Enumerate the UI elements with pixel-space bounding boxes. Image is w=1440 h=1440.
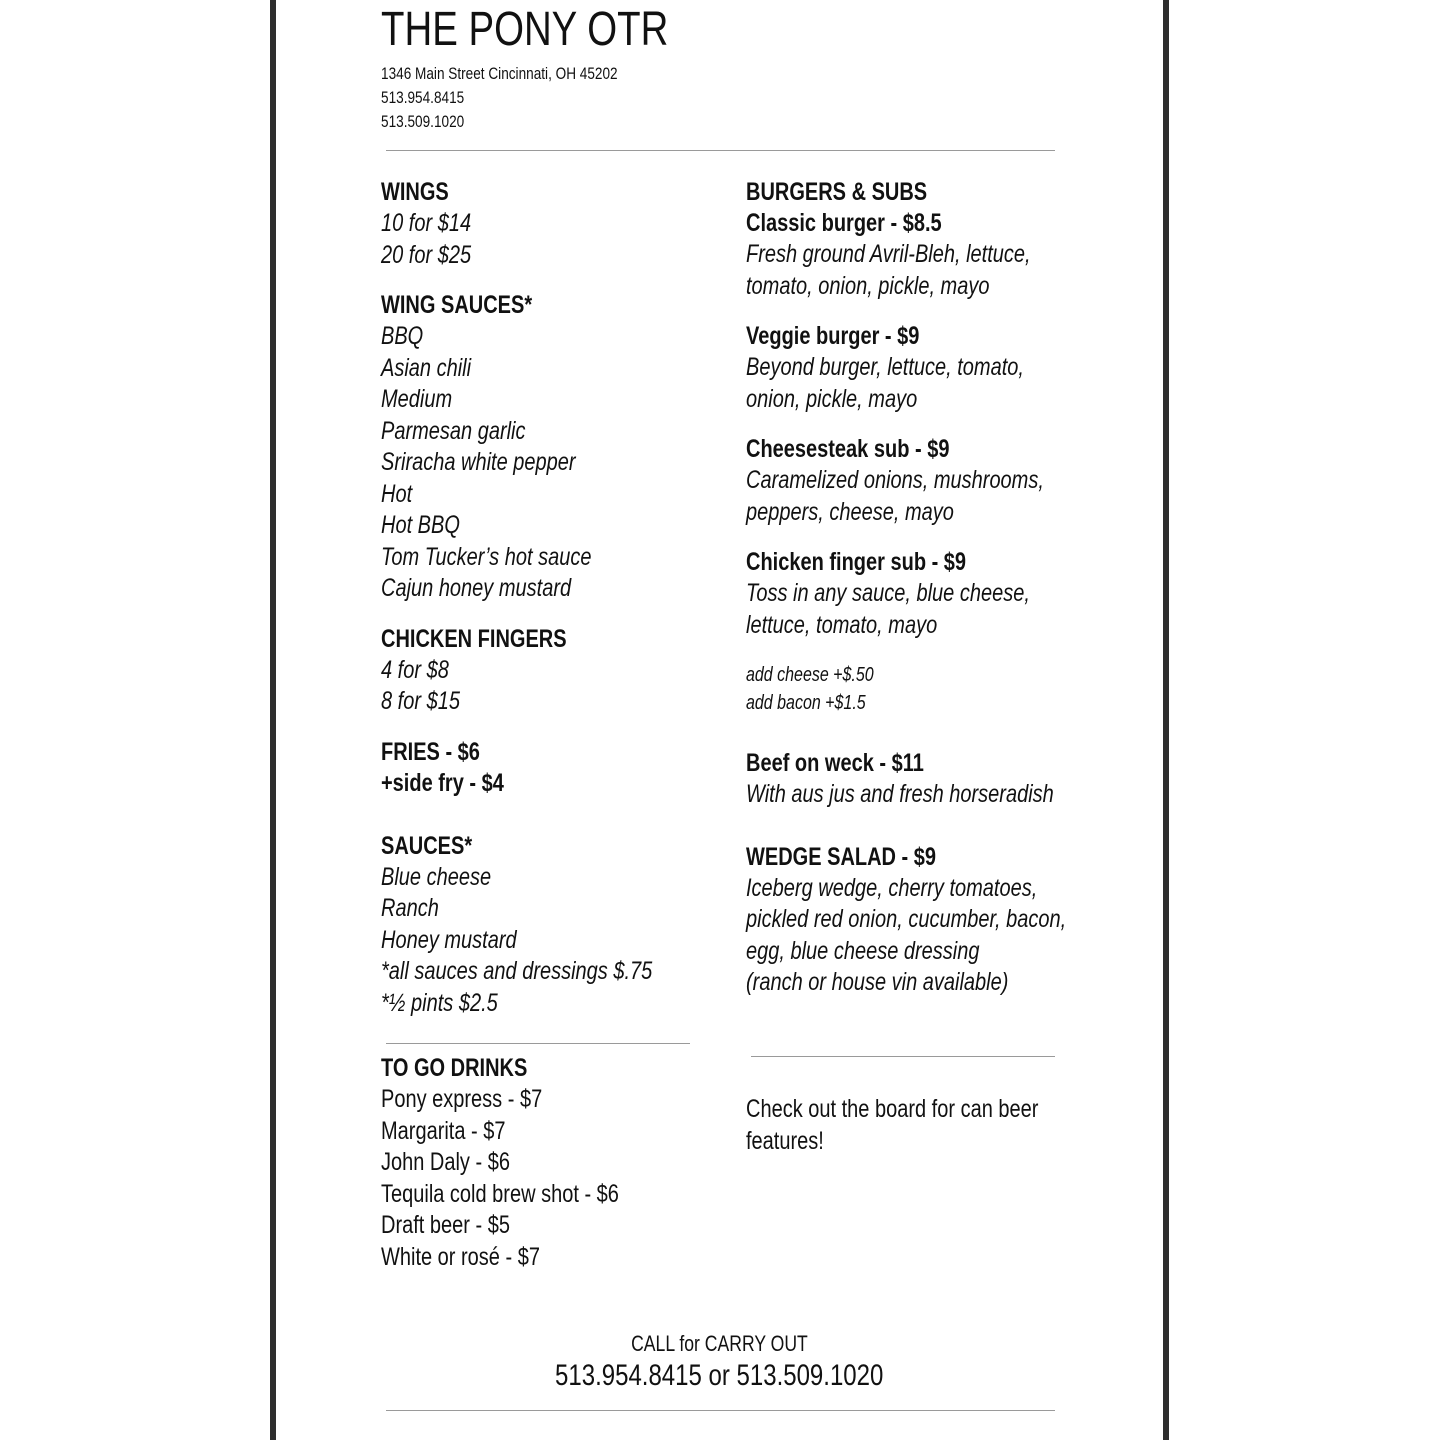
- board-note-line: features!: [746, 1126, 824, 1155]
- item-description: Beyond burger, lettuce, tomato,: [746, 353, 1024, 381]
- wing-sauce-item: Hot BBQ: [381, 511, 460, 539]
- drink-item: Pony express - $7: [381, 1085, 543, 1113]
- wing-sauce-item: Asian chili: [381, 353, 472, 382]
- wing-sauce-item: Cajun honey mustard: [381, 574, 572, 602]
- item-name: Beef on weck - $11: [746, 749, 924, 777]
- drink-item: Margarita - $7: [381, 1116, 506, 1145]
- wings-option: 10 for $14: [381, 209, 472, 237]
- board-note: [746, 1094, 1106, 1157]
- wing-sauce-item: Medium: [381, 385, 453, 413]
- sauce-item: Blue cheese: [381, 862, 492, 891]
- board-note-line: Check out the board for can beer: [746, 1095, 1039, 1123]
- chicken-fingers-heading: CHICKEN FINGERS: [381, 624, 567, 653]
- classic-burger-item: [746, 208, 1106, 302]
- chicken-finger-sub-item: [746, 547, 1106, 641]
- item-description: Iceberg wedge, cherry tomatoes,: [746, 873, 1038, 902]
- sauces-heading: SAUCES*: [381, 831, 473, 860]
- burgers-subs-heading: BURGERS & SUBS: [746, 178, 928, 206]
- drink-item: White or rosé - $7: [381, 1242, 540, 1271]
- drinks-divider: [386, 1043, 690, 1044]
- restaurant-phone-1: 513.954.8415: [381, 88, 465, 107]
- item-name: Chicken finger sub - $9: [746, 548, 967, 576]
- wings-option: 20 for $25: [381, 240, 472, 269]
- wing-sauces-heading: WING SAUCES*: [381, 291, 533, 319]
- restaurant-address: 1346 Main Street Cincinnati, OH 45202: [381, 64, 618, 83]
- wing-sauce-item: BBQ: [381, 322, 424, 350]
- to-go-drinks-heading: TO GO DRINKS: [381, 1054, 528, 1082]
- item-name: Veggie burger - $9: [746, 322, 920, 350]
- wing-sauce-item: Tom Tucker’s hot sauce: [381, 542, 592, 571]
- carry-out-phones: 513.954.8415 or 513.509.1020: [555, 1359, 884, 1392]
- wing-sauces-section: [381, 290, 711, 605]
- fries-section: [381, 737, 711, 799]
- item-description: (ranch or house vin available): [746, 968, 1009, 996]
- left-column: [381, 177, 711, 1019]
- chicken-fingers-option: 4 for $8: [381, 655, 449, 684]
- header-divider: [386, 150, 1055, 151]
- right-column: [746, 177, 1106, 999]
- carry-out-label: CALL for CARRY OUT: [631, 1331, 808, 1356]
- item-description: peppers, cheese, mayo: [746, 497, 954, 526]
- veggie-burger-item: [746, 321, 1106, 415]
- item-name: Classic burger - $8.5: [746, 209, 942, 237]
- wing-sauce-item: Hot: [381, 479, 413, 508]
- wing-sauce-item: Parmesan garlic: [381, 416, 526, 445]
- item-description: tomato, onion, pickle, mayo: [746, 271, 990, 300]
- item-description: Toss in any sauce, blue cheese,: [746, 579, 1030, 607]
- sauce-item: Ranch: [381, 894, 439, 922]
- drink-item: John Daly - $6: [381, 1148, 510, 1176]
- item-description: lettuce, tomato, mayo: [746, 610, 938, 639]
- restaurant-phone-2: 513.509.1020: [381, 112, 465, 131]
- wings-heading: WINGS: [381, 178, 449, 206]
- item-description: egg, blue cheese dressing: [746, 936, 980, 965]
- footer-divider: [386, 1410, 1055, 1411]
- item-name: WEDGE SALAD - $9: [746, 842, 937, 871]
- drink-item: Draft beer - $5: [381, 1211, 510, 1239]
- beef-on-weck-item: [746, 748, 1106, 811]
- item-description: onion, pickle, mayo: [746, 384, 918, 413]
- cheesesteak-sub-item: [746, 434, 1106, 528]
- addon-item: add bacon +$1.5: [746, 692, 866, 714]
- sauce-price-note: *all sauces and dressings $.75: [381, 957, 653, 985]
- addon-item: add cheese +$.50: [746, 664, 874, 686]
- drink-item: Tequila cold brew shot - $6: [381, 1179, 619, 1208]
- sauces-section: [381, 831, 711, 1020]
- wedge-salad-item: [746, 842, 1106, 999]
- wing-sauce-item: Sriracha white pepper: [381, 448, 576, 476]
- restaurant-title: THE PONY OTR: [381, 3, 669, 56]
- wings-section: [381, 177, 711, 271]
- item-description: With aus jus and fresh horseradish: [746, 780, 1054, 808]
- addons: [746, 661, 1106, 717]
- side-fry-price: +side fry - $4: [381, 768, 504, 797]
- chicken-fingers-section: [381, 624, 711, 718]
- sauce-item: Honey mustard: [381, 925, 517, 954]
- item-name: Cheesesteak sub - $9: [746, 435, 950, 463]
- chicken-fingers-option: 8 for $15: [381, 687, 460, 715]
- fries-heading: FRIES - $6: [381, 737, 480, 766]
- item-description: Caramelized onions, mushrooms,: [746, 466, 1044, 494]
- to-go-drinks-section: [381, 1053, 711, 1273]
- board-note-divider: [751, 1056, 1055, 1057]
- item-description: Fresh ground Avril-Bleh, lettuce,: [746, 240, 1031, 268]
- sauce-price-note: *½ pints $2.5: [381, 988, 498, 1017]
- item-description: pickled red onion, cucumber, bacon,: [746, 905, 1067, 933]
